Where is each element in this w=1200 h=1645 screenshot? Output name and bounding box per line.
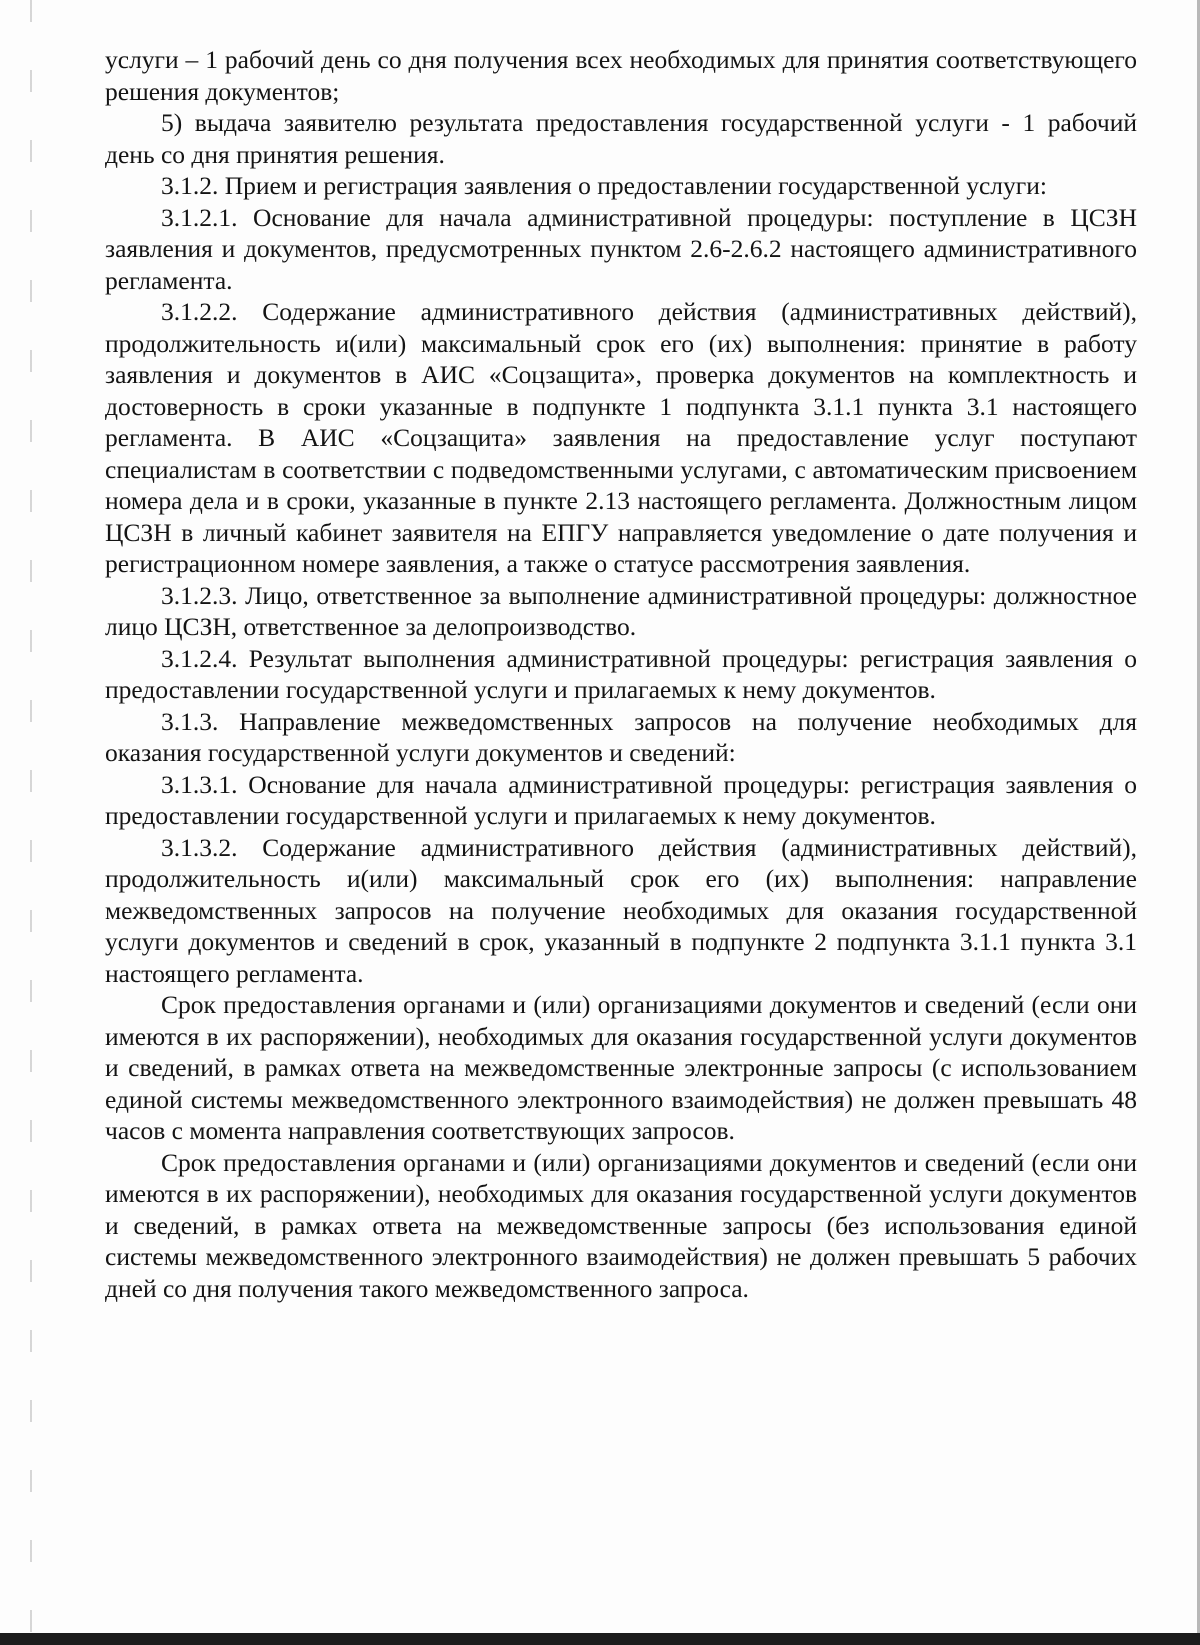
scan-bottom-edge [0,1633,1200,1645]
paragraph: 3.1.2.4. Результат выполнения административной процедуры: регистрация заявления о предоставлении государственной услуги и прилагаемых к нему документов. [105,643,1137,704]
paragraph: Срок предоставления органами и (или) организациями документов и сведений (если они имеются в их распоряжении), необходимых для оказания государственной услуги документов и сведений, в рамках ответа на межведомственные запросы (без использования единой системы межведомственного электронного взаимодействия) не должен превышать 5 рабочих дней со дня получения такого межведомственного запроса. [105,1147,1137,1303]
paragraph: 3.1.2.1. Основание для начала административной процедуры: поступление в ЦСЗН заявления и документов, предусмотренных пунктом 2.6-2.6.2 настоящего административного регламента. [105,202,1137,295]
paragraph: 3.1.2.2. Содержание административного действия (административных действий), продолжительность и(или) максимальный срок его (их) выполнения: принятие в работу заявления и документов в АИС «Соцзащита», проверка документов на комплектность и достоверность в сроки указанные в подпункте 1 подпункта 3.1.1 пункта 3.1 настоящего регламента. В АИС «Соцзащита» заявления на предоставление услуг поступают специалистам в соответствии с подведомственными услугами, с автоматическим присвоением номера дела и в сроки, указанные в пункте 2.13 настоящего регламента. Должностным лицом ЦСЗН в личный кабинет заявителя на ЕПГУ направляется уведомление о дате получения и регистрационном номере заявления, а также о статусе рассмотрения заявления. [105,297,1137,578]
paragraph: 3.1.3.1. Основание для начала административной процедуры: регистрация заявления о предоставлении государственной услуги и прилагаемых к нему документов. [105,769,1137,830]
paragraph: 3.1.3. Направление межведомственных запросов на получение необходимых для оказания государственной услуги документов и сведений: [105,706,1137,767]
paragraph: Срок предоставления органами и (или) организациями документов и сведений (если они имеются в их распоряжении), необходимых для оказания государственной услуги документов и сведений, в рамках ответа на межведомственные электронные запросы (с использованием единой системы межведомственного электронного взаимодействия) не должен превышать 48 часов с момента направления соответствующих запросов. [105,990,1137,1145]
paragraph: услуги – 1 рабочий день со дня получения всех необходимых для принятия соответствующего решения документов; [105,45,1137,106]
paragraph: 5) выдача заявителю результата предоставления государственной услуги - 1 рабочий день со дня принятия решения. [105,108,1137,169]
paragraph: 3.1.2. Прием и регистрация заявления о предоставлении государственной услуги: [161,171,1047,200]
paragraph: 3.1.2.3. Лицо, ответственное за выполнение административной процедуры: должностное лицо ЦСЗН, ответственное за делопроизводство. [105,580,1137,641]
document-body [105,44,1137,1304]
scan-left-edge [30,0,32,1645]
paragraph: 3.1.3.2. Содержание административного действия (административных действий), продолжительность и(или) максимальный срок его (их) выполнения: направление межведомственных запросов на получение необходимых для оказания государственной услуги документов и сведений в срок, указанный в подпункте 2 подпункта 3.1.1 пункта 3.1 настоящего регламента. [105,832,1137,988]
